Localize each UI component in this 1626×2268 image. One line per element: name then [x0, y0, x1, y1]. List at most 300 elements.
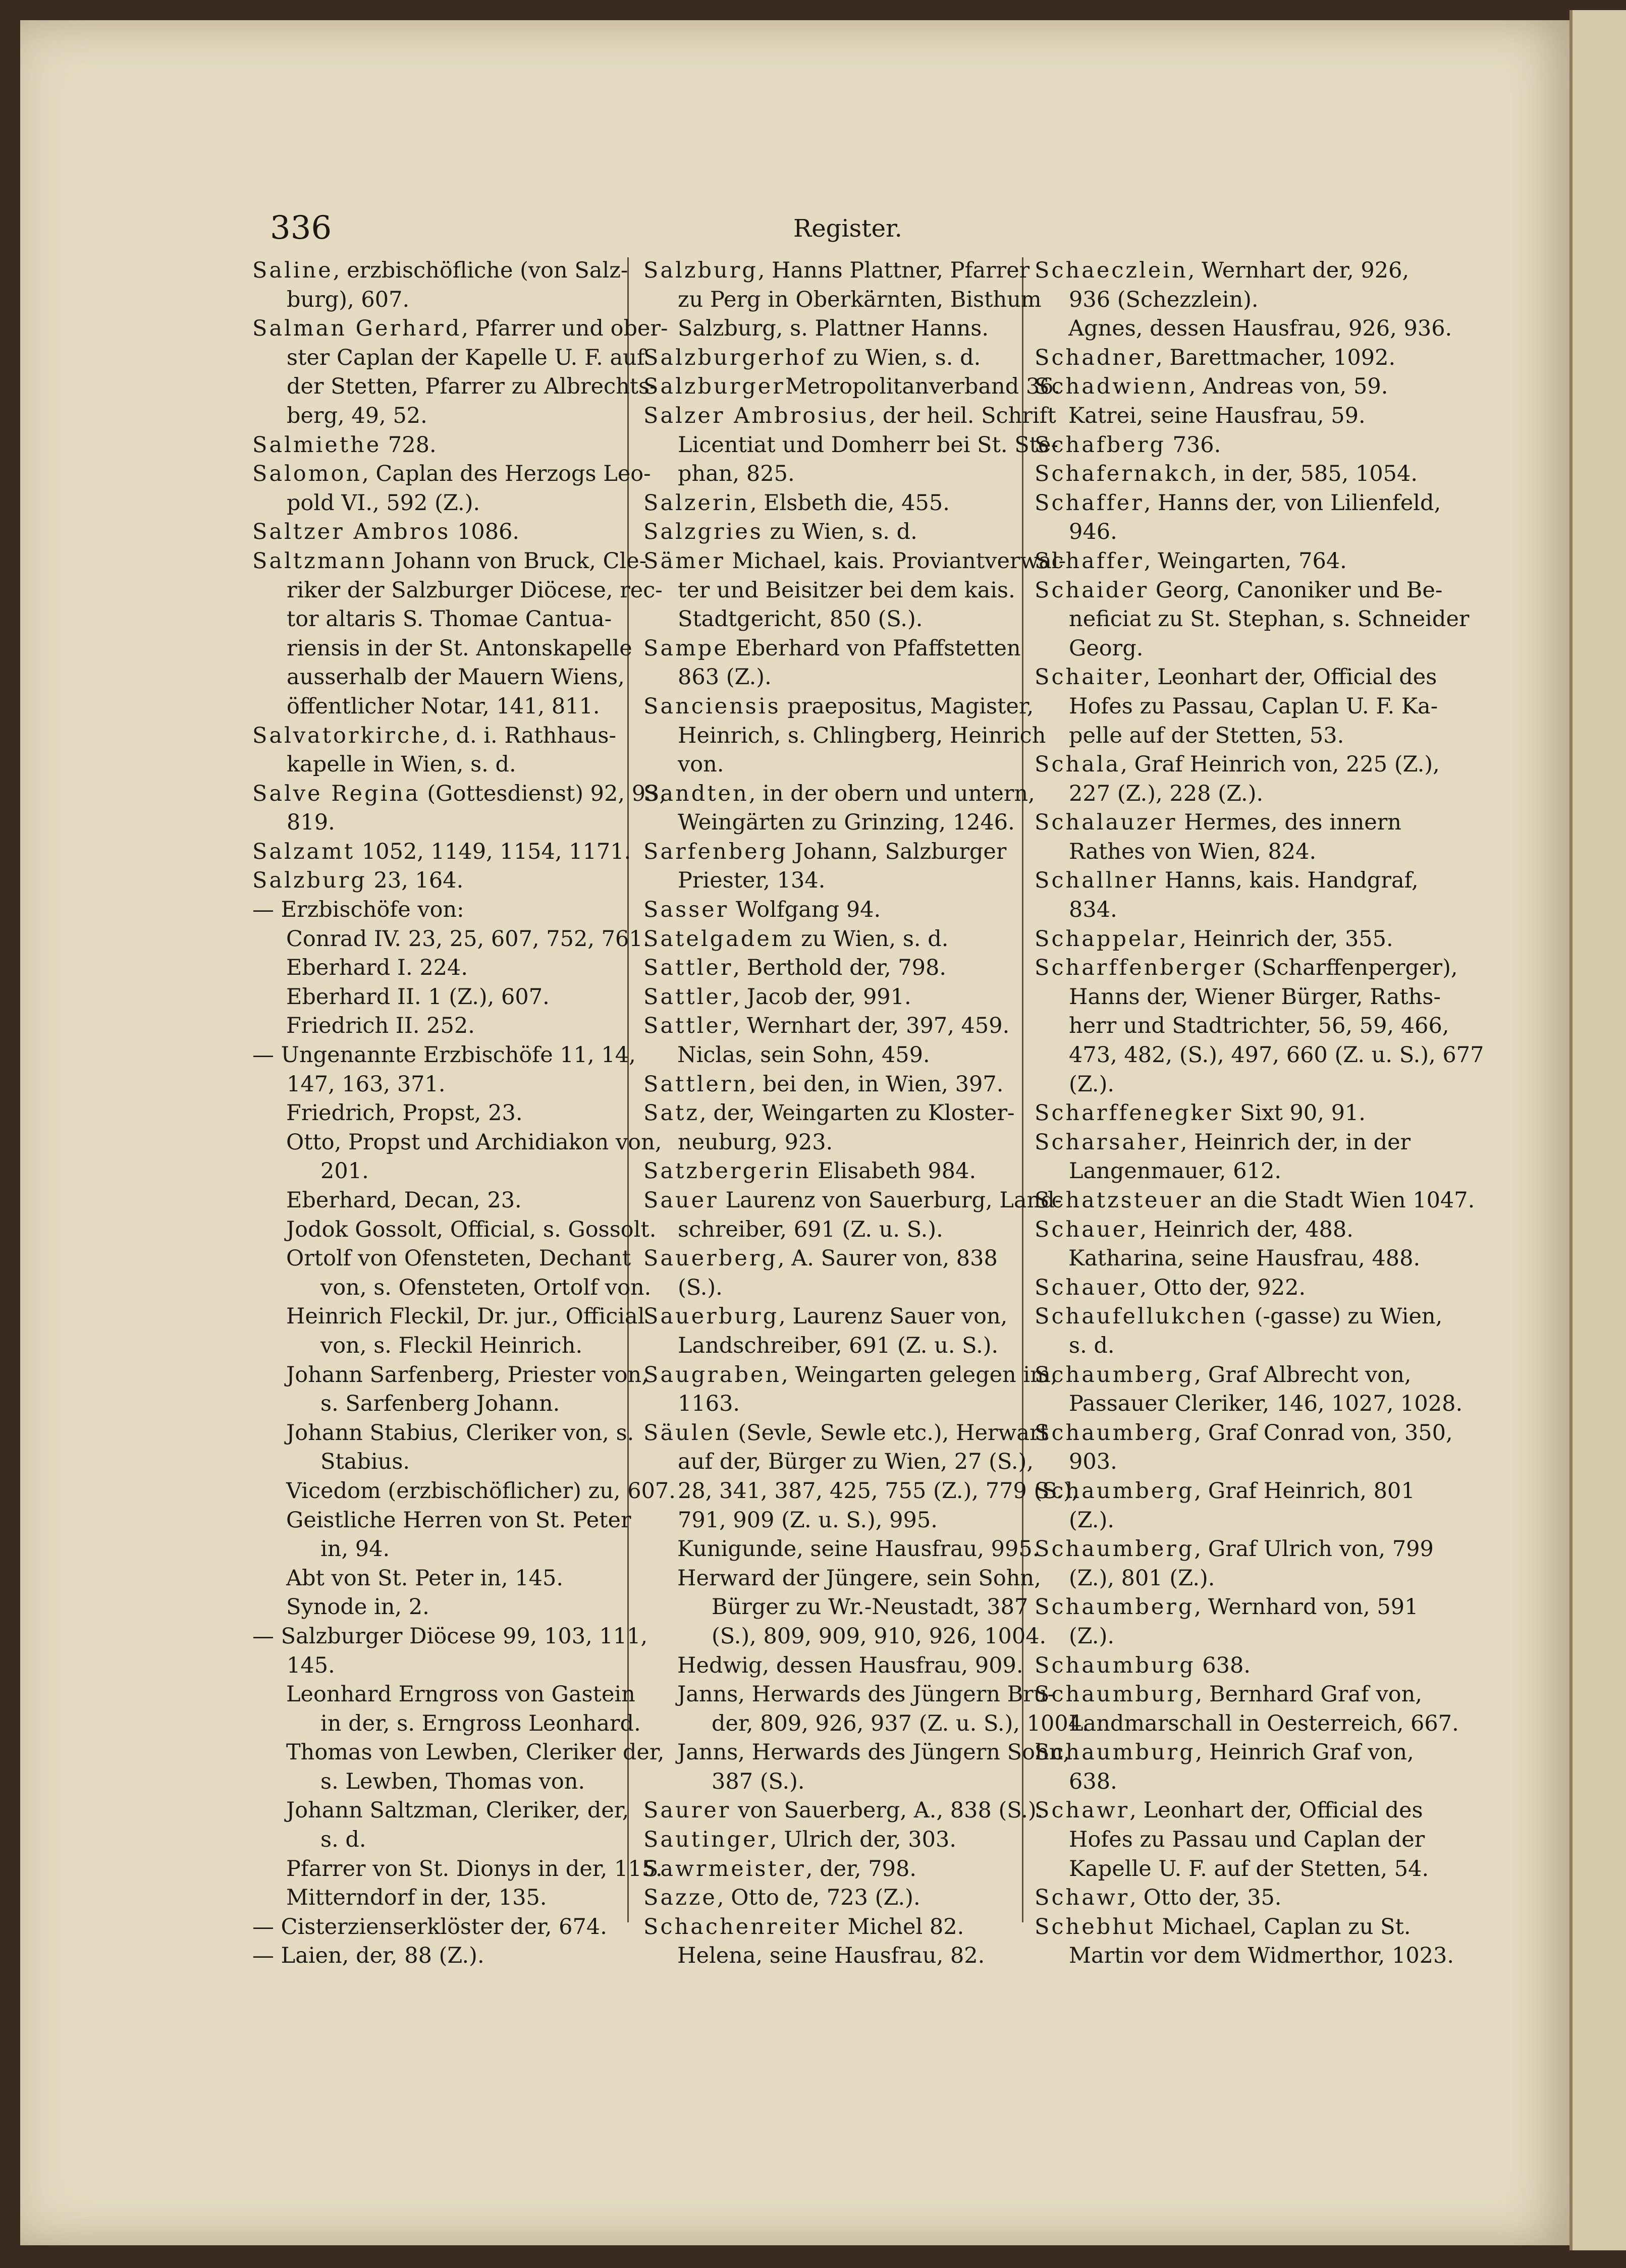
entry-text: Thomas von Lewben, Cleriker der, — [286, 1740, 665, 1765]
index-entry-line — [643, 518, 1014, 547]
entry-text: Hofes zu Passau, Caplan U. F. Ka- — [1069, 693, 1438, 719]
entry-text: Georg. — [1069, 635, 1144, 661]
entry-text: herr und Stadtrichter, 56, 59, 466, — [1069, 1013, 1449, 1039]
entry-text: Johann Stabius, Cleriker von, s. — [286, 1420, 634, 1446]
index-entry-line — [252, 1099, 623, 1128]
entry-text: von, s. Ofensteten, Ortolf von. — [320, 1275, 652, 1300]
index-entry-line — [1035, 518, 1405, 547]
entry-text: Abt von St. Peter in, 145. — [286, 1565, 564, 1591]
entry-text: , der heil. Schrift — [869, 403, 1056, 428]
entry-headword: Schauer — [1035, 1275, 1140, 1300]
entry-text: , Ulrich der, 303. — [770, 1827, 957, 1853]
entry-text: (Scharffenperger), — [1246, 955, 1458, 981]
entry-text: 819. — [287, 810, 335, 836]
index-entry-line — [643, 1884, 1014, 1913]
index-entry-line — [1035, 402, 1405, 431]
entry-headword: Scharffenberger — [1035, 955, 1246, 981]
index-entry-line — [643, 1796, 1044, 1826]
entry-headword: Schaffer — [1035, 548, 1144, 574]
entry-text: , Andreas von, 59. — [1188, 374, 1388, 400]
entry-text: Georg, Canoniker und Be- — [1149, 577, 1443, 603]
entry-text: kapelle in Wien, s. d. — [287, 752, 516, 778]
entry-text: (Z.), 801 (Z.). — [1069, 1565, 1215, 1591]
entry-headword: Schadwienn — [1035, 374, 1189, 400]
index-entry-line — [643, 1913, 1014, 1942]
index-entry-line — [1035, 808, 1405, 838]
entry-text: Metropolitanverband 36. — [785, 374, 1061, 400]
index-entry-line — [252, 1186, 623, 1215]
index-entry-line — [643, 1302, 1014, 1332]
entry-text: Helena, seine Hausfrau, 82. — [677, 1943, 985, 1969]
entry-text: , Leonhart der, Official des — [1129, 1798, 1423, 1823]
entry-text: Johann Sarfenberg, Priester von, — [286, 1362, 648, 1388]
entry-text: , Wernhart der, 397, 459. — [733, 1013, 1010, 1039]
entry-text: 473, 482, (S.), 497, 660 (Z. u. S.), 677 — [1069, 1042, 1484, 1068]
entry-text: pold VI., 592 (Z.). — [287, 490, 480, 516]
entry-text: Priester, 134. — [678, 868, 826, 894]
entry-headword: Schaumberg — [1035, 1594, 1195, 1620]
index-entry-line — [643, 1157, 1014, 1186]
entry-text: 728. — [381, 432, 437, 458]
index-entry-line — [252, 1215, 657, 1245]
entry-text: Johann Saltzman, Cleriker, der, — [286, 1798, 629, 1823]
entry-text: Michael, Caplan zu St. — [1155, 1914, 1411, 1940]
entry-text: 23, 164. — [366, 868, 464, 894]
index-entry-line — [643, 576, 1014, 605]
index-entry-line — [252, 489, 623, 518]
entry-text: , Weingarten gelegen im, — [781, 1362, 1058, 1388]
index-entry-line — [252, 1826, 623, 1855]
entry-headword: Saltzmann — [252, 548, 387, 574]
index-entry-line — [1035, 1622, 1405, 1651]
index-entry-line — [252, 286, 623, 315]
index-entry-line — [252, 1041, 636, 1070]
entry-text: der, 809, 926, 937 (Z. u. S.), 1004. — [712, 1710, 1089, 1736]
index-entry-line — [1035, 896, 1405, 925]
index-entry-line — [1035, 1302, 1443, 1332]
entry-text: Sixt 90, 91. — [1233, 1100, 1366, 1126]
index-entry-line — [252, 983, 623, 1012]
entry-text: der Stetten, Pfarrer zu Albrechts- — [287, 374, 657, 400]
entry-headword: Schaumberg — [1035, 1362, 1195, 1388]
entry-text: phan, 825. — [678, 461, 795, 487]
index-entry-line — [643, 663, 1014, 692]
index-entry-line — [643, 1448, 1034, 1477]
entry-text: 834. — [1069, 897, 1117, 923]
index-entry-line — [1035, 1186, 1475, 1215]
index-entry-line — [643, 1215, 1014, 1245]
index-entry-line — [643, 866, 1014, 896]
index-entry-line — [252, 1593, 623, 1622]
index-entry-line — [643, 1622, 1047, 1651]
entry-headword: Salzamt — [252, 839, 355, 864]
index-entry-line — [252, 576, 663, 605]
index-entry-line — [643, 1564, 1041, 1593]
index-entry-line — [252, 1128, 662, 1157]
index-entry-line — [1035, 1826, 1425, 1855]
entry-headword: Sauerberg — [643, 1246, 778, 1271]
entry-text: zu Wien, s. d. — [826, 345, 981, 370]
index-entry-line — [252, 692, 623, 722]
entry-headword: Sampe — [643, 635, 729, 661]
index-entry-line — [252, 431, 623, 460]
entry-text: praepositus, Magister, — [780, 693, 1034, 719]
entry-headword: Sandten — [643, 781, 749, 806]
entry-headword: Scharffenegker — [1035, 1100, 1233, 1126]
entry-headword: Satzbergerin — [643, 1158, 811, 1184]
index-entry-line — [643, 1419, 1049, 1448]
entry-text: , Graf Ulrich von, 799 — [1194, 1536, 1434, 1562]
entry-text: Hanns, kais. Handgraf, — [1158, 868, 1419, 894]
index-entry-line — [643, 1244, 1014, 1274]
index-entry-line — [643, 1826, 1014, 1855]
index-entry-line — [252, 605, 623, 634]
entry-text: Michel 82. — [840, 1914, 964, 1940]
entry-text: Heinrich, s. Chlingberg, Heinrich — [678, 723, 1046, 748]
index-entry-line — [252, 1622, 648, 1651]
entry-text: — Salzburger Diöcese 99, 103, 111, — [252, 1623, 648, 1649]
index-entry-line — [643, 1186, 1062, 1215]
entry-headword: Schalauzer — [1035, 810, 1177, 836]
entry-text: , Heinrich der, 355. — [1179, 926, 1393, 952]
entry-text: Hofes zu Passau und Caplan der — [1069, 1827, 1425, 1853]
index-entry-line — [643, 722, 1046, 751]
column-rule — [627, 257, 629, 1922]
index-entry-line — [252, 402, 623, 431]
entry-text: 387 (S.). — [712, 1768, 805, 1794]
index-entry-line — [252, 1564, 623, 1593]
entry-headword: Schaumburg — [1035, 1740, 1196, 1765]
entry-headword: Schaufellukchen — [1035, 1304, 1248, 1330]
index-entry-line — [1035, 1390, 1463, 1419]
entry-headword: Schaider — [1035, 577, 1149, 603]
index-entry-line — [1035, 605, 1470, 634]
index-entry-line — [1035, 547, 1405, 576]
entry-text: 201. — [320, 1158, 369, 1184]
index-entry-line — [1035, 1564, 1405, 1593]
entry-text: auf der, Bürger zu Wien, 27 (S.), — [678, 1449, 1034, 1475]
entry-text: , d. i. Rathhaus- — [442, 723, 616, 748]
entry-text: , Laurenz Sauer von, — [779, 1304, 1008, 1330]
entry-text: Weingärten zu Grinzing, 1246. — [678, 810, 1015, 836]
index-entry-line — [1035, 1099, 1405, 1128]
entry-text: Janns, Herwards des Jüngern Bru- — [677, 1682, 1055, 1707]
entry-headword: Scharsaher — [1035, 1129, 1180, 1155]
index-entry-line — [252, 1244, 631, 1274]
entry-text: (Z.). — [1069, 1507, 1115, 1533]
index-entry-line — [1035, 954, 1458, 983]
entry-text: Salzburg, s. Plattner Hanns. — [678, 316, 989, 342]
index-entry-line — [643, 750, 1014, 780]
index-entry-line — [643, 286, 1042, 315]
index-entry-line — [252, 1535, 623, 1564]
index-entry-line — [643, 1390, 1014, 1419]
index-entry-line — [252, 1738, 665, 1767]
entry-headword: Schafernakch — [1035, 461, 1210, 487]
entry-headword: Salzburger — [643, 374, 785, 400]
entry-text: , Hanns Plattner, Pfarrer — [757, 258, 1030, 283]
entry-headword: Satelgadem — [643, 926, 794, 952]
index-entry-line — [643, 1680, 1055, 1709]
index-entry-line — [1035, 925, 1405, 954]
entry-text: (S.). — [678, 1275, 723, 1300]
entry-headword: Salmiethe — [252, 432, 382, 458]
entry-text: , Weingarten, 764. — [1144, 548, 1347, 574]
entry-text: von Sauerberg, A., 838 (S.). — [731, 1798, 1044, 1823]
entry-headword: Schaumberg — [1035, 1478, 1195, 1504]
index-entry-line — [252, 1361, 648, 1390]
entry-text: Langenmauer, 612. — [1069, 1158, 1282, 1184]
entry-headword: Salomon — [252, 461, 362, 487]
index-entry-line — [252, 372, 657, 402]
index-entry-line — [643, 925, 1014, 954]
entry-text: 638. — [1069, 1768, 1117, 1794]
entry-headword: Salzgries — [643, 519, 763, 545]
index-entry-line — [252, 750, 623, 780]
entry-text: Rathes von Wien, 824. — [1069, 839, 1317, 864]
entry-text: Landmarschall in Oesterreich, 667. — [1069, 1710, 1459, 1736]
entry-headword: Schachenreiter — [643, 1914, 841, 1940]
index-entry-line — [252, 1274, 652, 1303]
index-entry-line — [252, 1012, 623, 1041]
entry-text: , Wernhart der, 926, — [1187, 258, 1410, 283]
index-entry-line — [252, 808, 623, 838]
entry-text: , bei den, in Wien, 397. — [749, 1071, 1004, 1097]
index-entry-line — [643, 402, 1056, 431]
index-entry-line — [643, 954, 1014, 983]
entry-text: , der, 798. — [805, 1856, 917, 1882]
index-entry-line — [643, 1041, 1014, 1070]
entry-text: s. Sarfenberg Johann. — [320, 1391, 560, 1417]
index-entry-line — [643, 1070, 1014, 1099]
index-entry-line — [1035, 344, 1405, 373]
index-entry-line — [1035, 1680, 1423, 1709]
index-entry-line — [643, 1361, 1058, 1390]
index-entry-line — [252, 1157, 623, 1186]
entry-text: (-gasse) zu Wien, — [1248, 1304, 1443, 1330]
index-entry-line — [1035, 1738, 1414, 1767]
index-entry-line — [1035, 1942, 1454, 1971]
entry-headword: Sauer — [643, 1188, 719, 1213]
index-entry-line — [643, 460, 1014, 489]
entry-text: Landschreiber, 691 (Z. u. S.). — [678, 1333, 999, 1358]
index-entry-line — [643, 489, 1014, 518]
entry-text: in, 94. — [320, 1536, 390, 1562]
entry-text: , Otto der, 35. — [1129, 1885, 1282, 1911]
index-entry-line — [643, 547, 1066, 576]
index-entry-line — [252, 1680, 635, 1709]
entry-text: , Graf Heinrich von, 225 (Z.), — [1120, 752, 1440, 778]
entry-headword: Schawr — [1035, 1885, 1130, 1911]
index-entry-line — [252, 1448, 623, 1477]
entry-text: , Otto der, 922. — [1140, 1275, 1306, 1300]
entry-text: Kunigunde, seine Hausfrau, 995. — [677, 1536, 1040, 1562]
entry-headword: Salzer Ambrosius — [643, 403, 869, 428]
index-entry-line — [643, 780, 1035, 809]
entry-headword: Sattler — [643, 1013, 733, 1039]
entry-text: , Otto de, 723 (Z.). — [717, 1885, 920, 1911]
entry-headword: Saltzer Ambros — [252, 519, 451, 545]
index-entry-line — [1035, 780, 1405, 809]
entry-headword: Salzerin — [643, 490, 750, 516]
index-entry-line — [252, 1796, 629, 1826]
entry-text: — Cisterzienserklöster der, 674. — [252, 1914, 607, 1940]
index-entry-line — [643, 314, 1014, 344]
index-entry-line — [643, 1651, 1023, 1681]
entry-text: burg), 607. — [287, 287, 410, 312]
index-entry-line — [1035, 750, 1440, 780]
index-entry-line — [1035, 576, 1443, 605]
index-entry-line — [643, 1128, 1014, 1157]
entry-headword: Sarfenberg — [643, 839, 788, 864]
entry-text: 28, 341, 387, 425, 755 (Z.), 779 (S.), — [678, 1478, 1079, 1504]
index-entry-line — [643, 344, 1014, 373]
entry-headword: Salzburgerhof — [643, 345, 827, 370]
entry-headword: Sanciensis — [643, 693, 781, 719]
entry-text: 147, 163, 371. — [287, 1071, 446, 1097]
entry-headword: Schaiter — [1035, 665, 1144, 690]
entry-text: , Hanns der, von Lilienfeld, — [1144, 490, 1441, 516]
index-entry-line — [252, 1855, 663, 1884]
index-entry-line — [1035, 1593, 1419, 1622]
entry-text: — Laien, der, 88 (Z.). — [252, 1943, 484, 1969]
entry-text: Ortolf von Ofensteten, Dechant — [286, 1246, 631, 1271]
index-column-3 — [1035, 256, 1484, 1971]
index-entry-line — [252, 344, 645, 373]
running-head: Register. — [793, 214, 902, 243]
entry-text: tor altaris S. Thomae Cantua- — [287, 606, 612, 632]
index-entry-line — [252, 925, 650, 954]
index-entry-line — [643, 634, 1021, 663]
index-entry-line — [1035, 663, 1437, 692]
index-entry-line — [643, 1535, 1040, 1564]
index-entry-line — [1035, 314, 1452, 344]
index-entry-line — [252, 780, 667, 809]
entry-headword: Schadner — [1035, 345, 1156, 370]
entry-text: 638. — [1195, 1652, 1251, 1678]
entry-text: Eberhard I. 224. — [286, 955, 468, 981]
index-entry-line — [1035, 1274, 1405, 1303]
entry-text: s. Lewben, Thomas von. — [320, 1768, 585, 1794]
entry-text: 1052, 1149, 1154, 1171. — [355, 839, 631, 864]
index-entry-line — [1035, 286, 1405, 315]
entry-text: Kapelle U. F. auf der Stetten, 54. — [1069, 1856, 1429, 1882]
entry-headword: Sawrmeister — [643, 1856, 806, 1882]
index-entry-line — [643, 431, 1058, 460]
entry-headword: Schaumburg — [1035, 1652, 1196, 1678]
index-entry-line — [1035, 983, 1441, 1012]
entry-text: , Graf Albrecht von, — [1194, 1362, 1412, 1388]
index-entry-line — [643, 1767, 1014, 1797]
entry-text: an die Stadt Wien 1047. — [1203, 1188, 1475, 1213]
entry-text: Conrad IV. 23, 25, 607, 752, 761. — [286, 926, 650, 952]
index-entry-line — [252, 518, 623, 547]
index-entry-line — [1035, 1244, 1421, 1274]
page-number: 336 — [270, 209, 332, 247]
entry-text: , Heinrich der, 488. — [1140, 1216, 1353, 1242]
index-entry-line — [252, 1390, 623, 1419]
entry-text: , in der obern und untern, — [748, 781, 1035, 806]
entry-headword: Säulen — [643, 1420, 731, 1446]
index-entry-line — [643, 1274, 1014, 1303]
entry-text: neuburg, 923. — [678, 1129, 833, 1155]
index-entry-line — [1035, 431, 1405, 460]
index-entry-line — [1035, 1651, 1405, 1681]
entry-headword: Schauer — [1035, 1216, 1140, 1242]
index-entry-line — [1035, 1361, 1412, 1390]
entry-text: 736. — [1165, 432, 1221, 458]
entry-text: , Graf Heinrich, 801 — [1194, 1478, 1415, 1504]
entry-text: , Heinrich Graf von, — [1195, 1740, 1414, 1765]
index-entry-line — [1035, 838, 1405, 867]
index-entry-line — [1035, 1506, 1405, 1535]
entry-headword: Salve Regina — [252, 781, 420, 806]
index-entry-line — [252, 1884, 623, 1913]
index-entry-line — [252, 1651, 623, 1681]
index-entry-line — [1035, 1070, 1405, 1099]
entry-headword: Saurer — [643, 1798, 731, 1823]
index-entry-line — [643, 896, 1014, 925]
index-entry-line — [252, 722, 623, 751]
entry-text: , Bernhard Graf von, — [1195, 1682, 1423, 1707]
entry-text: Wolfgang 94. — [729, 897, 881, 923]
index-entry-line — [252, 1709, 641, 1739]
entry-text: , Caplan des Herzogs Leo- — [362, 461, 651, 487]
index-entry-line — [252, 663, 623, 692]
index-entry-line — [1035, 372, 1405, 402]
entry-text: Passauer Cleriker, 146, 1027, 1028. — [1069, 1391, 1463, 1417]
entry-text: ter und Beisitzer bei dem kais. — [678, 577, 1015, 603]
index-entry-line — [643, 1332, 1014, 1361]
entry-text: (Gottesdienst) 92, 93, — [420, 781, 667, 806]
index-entry-line — [1035, 1913, 1411, 1942]
entry-text: s. d. — [1069, 1333, 1115, 1358]
entry-text: , Barettmacher, 1092. — [1156, 345, 1396, 370]
entry-text: Jodok Gossolt, Official, s. Gossolt. — [286, 1216, 657, 1242]
index-entry-line — [1035, 489, 1441, 518]
entry-headword: Schappelar — [1035, 926, 1180, 952]
entry-text: Katrei, seine Hausfrau, 59. — [1068, 403, 1366, 428]
entry-text: Stadtgericht, 850 (S.). — [678, 606, 923, 632]
entry-text: s. d. — [320, 1827, 366, 1853]
entry-text: Friedrich, Propst, 23. — [286, 1100, 523, 1126]
entry-headword: Sauerburg — [643, 1304, 779, 1330]
entry-headword: Schala — [1035, 752, 1121, 778]
index-entry-line — [252, 838, 631, 867]
entry-headword: Sasser — [643, 897, 729, 923]
entry-text: (Z.). — [1069, 1623, 1115, 1649]
index-entry-line — [1035, 460, 1418, 489]
entry-text: Janns, Herwards des Jüngern Sohn, — [677, 1740, 1070, 1765]
index-entry-line — [252, 1070, 623, 1099]
entry-text: (Sevle, Sewle etc.), Herwart — [731, 1420, 1049, 1446]
entry-text: 946. — [1069, 519, 1117, 545]
index-entry-line — [1035, 722, 1405, 751]
entry-headword: Sautinger — [643, 1827, 771, 1853]
entry-text: Geistliche Herren von St. Peter — [286, 1507, 631, 1533]
entry-text: Stabius. — [320, 1449, 410, 1475]
entry-text: , Heinrich der, in der — [1180, 1129, 1411, 1155]
next-page-edge — [1569, 10, 1626, 2250]
index-entry-line — [252, 460, 651, 489]
entry-text: , A. Saurer von, 838 — [777, 1246, 998, 1271]
entry-text: Hedwig, dessen Hausfrau, 909. — [677, 1652, 1023, 1678]
index-entry-line — [643, 692, 1034, 722]
index-entry-line — [252, 1506, 631, 1535]
index-entry-line — [1035, 256, 1410, 286]
entry-text: Elisabeth 984. — [810, 1158, 977, 1184]
index-entry-line — [643, 1942, 1014, 1971]
